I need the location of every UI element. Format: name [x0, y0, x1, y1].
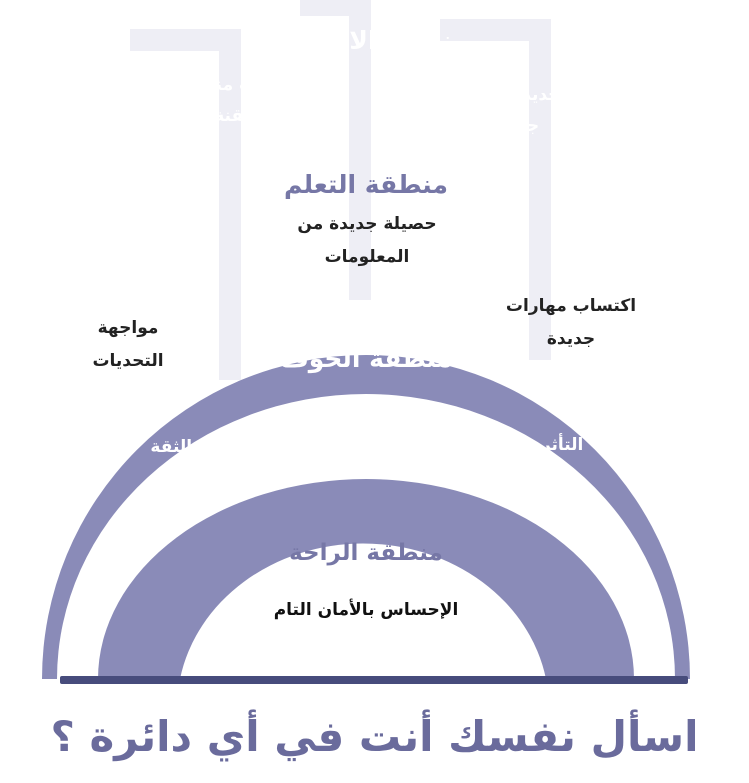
learning-item-challenges: مواجهة التحديات [92, 318, 164, 371]
fear-item-excuses: إيجاد الأعذار [315, 405, 417, 425]
growth-zone-title: منطقة الاستثمار [263, 26, 469, 55]
growth-item-productive-skills: مهارات منتجة ومتقنة [186, 75, 300, 126]
fear-item-others-opinion: التأثر برأي الآخرين [496, 435, 584, 486]
comfort-zone-title: منطقة الراحة [289, 540, 443, 566]
fear-zone-title: منطقة الخوف [279, 344, 453, 373]
learning-zone-title: منطقة التعلم [284, 170, 448, 199]
learning-item-new-skills: اكتساب مهارات جديدة [505, 296, 637, 349]
growth-item-new-goals: تحديد أهداف جديدة [463, 85, 567, 136]
baseline [60, 676, 688, 684]
learning-item-new-information: حصيلة جديدة من المعلومات [297, 214, 437, 267]
growth-item-excellence: تميز وإبداع وريادة [91, 149, 183, 200]
closing-question: اسأل نفسك أنت في أي دائرة ؟ [50, 712, 699, 761]
growth-item-achieve-goals: تحقيق الأهداف [582, 147, 648, 198]
fear-item-lost-confidence: فقدان الثقة بالنفس [150, 437, 252, 488]
comfort-item-safety: الإحساس بالأمان التام [273, 600, 459, 620]
